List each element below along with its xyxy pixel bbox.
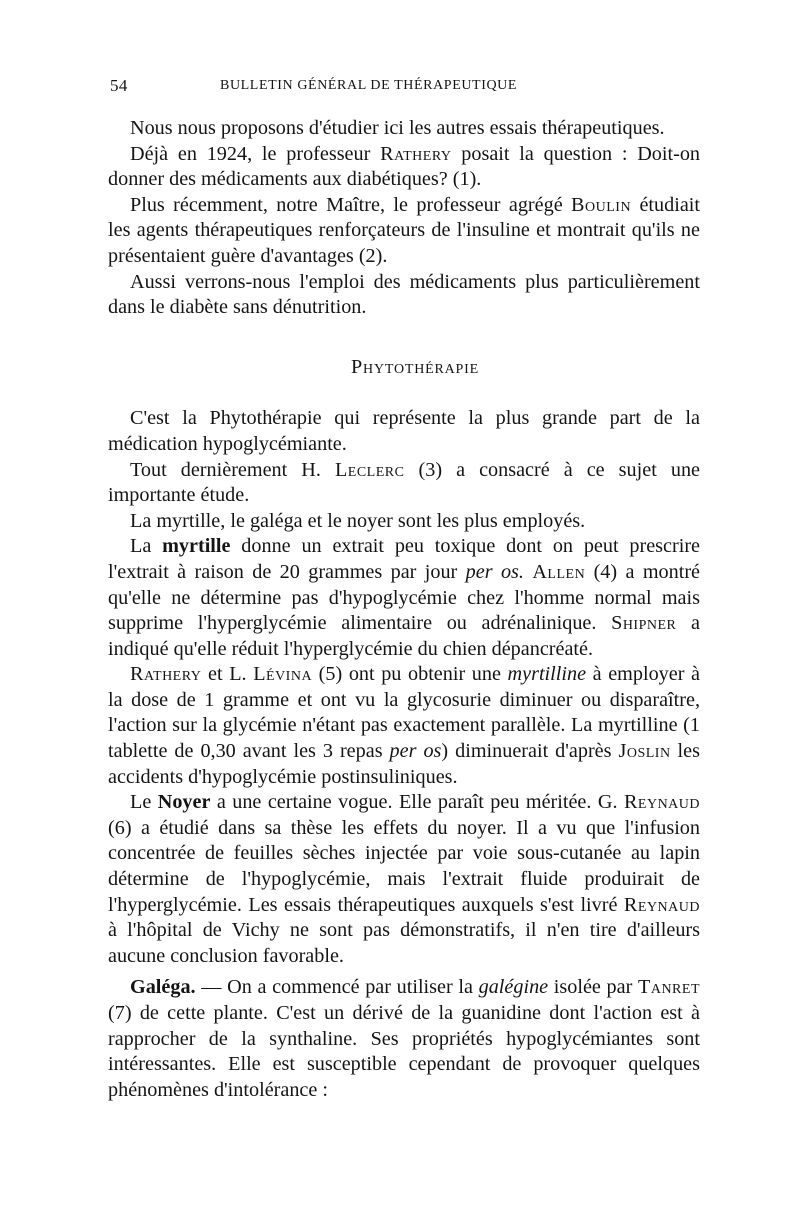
paragraph-intro-1	[108, 116, 700, 142]
paragraph-intro-3	[108, 193, 700, 270]
text-run: (7) de cette plante. C'est un dérivé de la guanidine dont l'action est à rapprocher de la synthaline. Ses propriétés hypoglycémiantes sont intéressantes. Elle est susceptible cependant de provoquer quelques phénomènes d'intolérance :	[108, 1002, 700, 1101]
text-run: donne un extrait peu toxique dont on peut prescrire l'extrait à raison de 20 grammes par jour	[108, 535, 700, 583]
author-name: Joslin	[618, 740, 671, 763]
running-title: BULLETIN GÉNÉRAL DE THÉRAPEUTIQUE	[220, 78, 518, 93]
text-run: isolée par	[548, 976, 638, 999]
paragraph-myrtilline	[108, 662, 700, 790]
text-run: Aussi verrons-nous l'emploi des médicaments plus particulièrement dans le diabète sans dénutrition.	[108, 270, 700, 319]
author-name: Shipner	[611, 612, 677, 635]
author-name: Leclerc	[334, 458, 405, 481]
paragraph-3	[108, 509, 700, 535]
keyword-galega: Galéga.	[130, 976, 196, 999]
paragraph-2	[108, 458, 700, 509]
text-run: Plus récemment, notre Maître, le professeur agrégé	[130, 193, 572, 216]
text-run: Le	[130, 791, 158, 814]
keyword-myrtille: myrtille	[162, 535, 231, 558]
author-name: Tanret	[638, 976, 700, 999]
paragraph-1	[108, 406, 700, 457]
author-name: Allen	[532, 560, 586, 583]
text-run: posait la question : Doit-on donner des médicaments aux diabétiques? (1).	[108, 142, 701, 191]
text-run: C'est la Phytothérapie qui représente la plus grande part de la médication hypoglycémiante.	[108, 407, 700, 455]
author-name: Rathery	[130, 663, 202, 686]
italic-term: galégine	[478, 976, 549, 999]
text-run: (3) a consacré à ce sujet une importante étude.	[108, 458, 700, 507]
author-name: Rathery	[380, 142, 452, 165]
text-run: a indiqué qu'elle réduit l'hyperglycémie du chien dépancréaté.	[108, 612, 700, 660]
author-name: Boulin	[571, 193, 632, 216]
paragraph-noyer	[108, 790, 700, 969]
italic-term: per os.	[465, 560, 524, 583]
text-run: Nous nous proposons d'étudier ici les autres essais thérapeutiques.	[130, 117, 665, 139]
section-title: Phytothérapie	[351, 355, 479, 378]
paragraph-galega	[108, 975, 700, 1103]
text-run: a une certaine vogue. Elle paraît peu méritée. G.	[210, 791, 624, 814]
text-run: Déjà en 1924, le professeur	[130, 142, 381, 165]
author-name: Reynaud	[623, 893, 700, 916]
paragraph-myrtille	[108, 534, 700, 662]
paragraph-intro-4	[108, 270, 700, 321]
text-run: à employer à la dose de 1 gramme et ont vu la glycosurie diminuer ou disparaître, l'action sur la glycémie n'étant pas exactement parallèle. La myrtilline (1 tablette de 0,30 avant les 3 repas	[108, 663, 701, 763]
text-run: étudiait les agents thérapeutiques renforçateurs de l'insuline et montrait qu'ils ne présentaient guère d'avantages (2).	[108, 193, 700, 267]
text-run: (4) a montré qu'elle ne détermine pas d'hypoglycémie chez l'homme normal mais supprime l'hyperglycémie alimentaire ou adrénalinique.	[108, 560, 701, 635]
keyword-noyer: Noyer	[157, 791, 211, 814]
author-name: Lévina	[253, 663, 313, 686]
text-run: La myrtille, le galéga et le noyer sont les plus employés.	[130, 509, 586, 532]
text-run: — On a commencé par utiliser la	[195, 976, 479, 999]
text-run: (5) ont pu obtenir une	[312, 663, 508, 686]
text-run: et L.	[201, 663, 254, 686]
paragraph-intro-2	[108, 142, 700, 193]
author-name: Reynaud	[623, 791, 701, 814]
text-run: ) diminuerait d'après	[441, 740, 619, 763]
body-text	[108, 116, 700, 1103]
text-run: (6) a étudié dans sa thèse les effets du noyer. Il a vu que l'infusion concentrée de feuilles sèches injectée par voie sous-cutanée au lapin détermine de l'hypoglycémie, mais l'extrait fluide produirait de l'hyperglycémie. Les essais thérapeutiques auxquels s'est livré	[108, 816, 700, 916]
text-run: à l'hôpital de Vichy ne sont pas démonstratifs, il n'en tire d'ailleurs aucune conclusion favorable.	[108, 919, 700, 967]
italic-term: myrtilline	[507, 663, 587, 686]
text-run: La	[130, 535, 163, 558]
text-run: Tout dernièrement H.	[130, 458, 335, 481]
text-run: les accidents d'hypoglycémie postinsuliniques.	[108, 740, 700, 788]
page-number: 54	[110, 76, 128, 95]
italic-term: per os	[389, 740, 442, 763]
